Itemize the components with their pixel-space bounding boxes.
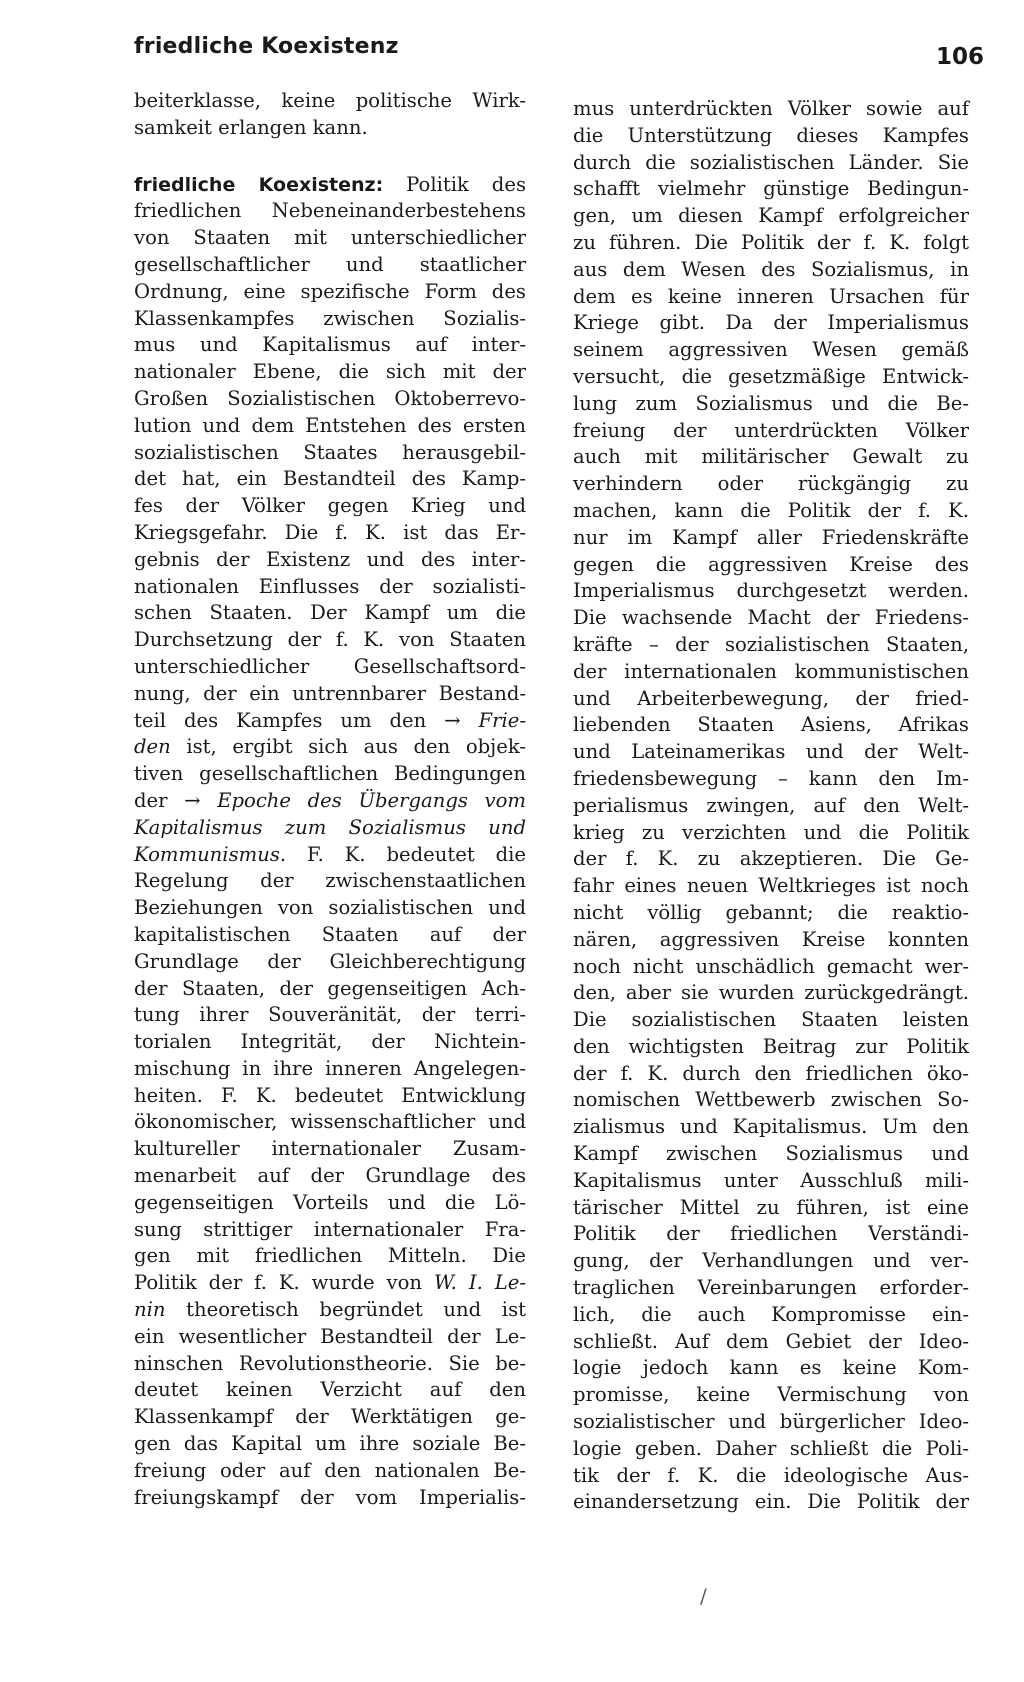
text-line: lution und dem Entstehen des ersten <box>134 413 526 437</box>
text-line: friedensbewegung – kann den Im- <box>573 766 969 790</box>
text-line <box>134 1297 526 1324</box>
text-line: von Staaten mit unterschiedlicher <box>134 226 526 250</box>
text-line: mus und Kapitalismus auf inter- <box>134 333 526 357</box>
text-line: gen mit friedlichen Mitteln. Die <box>134 1244 526 1268</box>
text-line <box>134 1270 526 1297</box>
text-line: logie geben. Daher schließt die Poli- <box>573 1436 969 1460</box>
text-line: fes der Völker gegen Krieg und <box>134 494 526 518</box>
text-line: gesellschaftlicher und staatlicher <box>134 252 526 276</box>
text-line: Klassenkampf der Werktätigen ge- <box>134 1405 526 1429</box>
cross-reference: Frie- <box>478 708 526 732</box>
cross-reference: nin <box>134 1298 166 1322</box>
text-span: theoretisch begründet und ist <box>165 1298 526 1322</box>
text-line: den, aber sie wurden zurückgedrängt. <box>573 981 969 1005</box>
cross-reference: den <box>134 735 171 759</box>
text-line: kultureller internationaler Zusam- <box>134 1137 526 1161</box>
text-line: der f. K. zu akzeptieren. Die Ge- <box>573 847 969 871</box>
text-line: Regelung der zwischenstaatlichen <box>134 869 526 893</box>
text-line: promisse, keine Vermischung von <box>573 1383 969 1407</box>
text-line: der Staaten, der gegenseitigen Ach- <box>134 976 526 1000</box>
text-line: sung strittiger internationaler Fra- <box>134 1217 526 1241</box>
text-line: sozialistischen Staates herausgebil- <box>134 440 526 464</box>
text-line: einandersetzung ein. Die Politik der <box>573 1490 969 1514</box>
text-span: Politik der f. K. wurde von <box>134 1271 434 1295</box>
text-span: Politik des <box>383 172 526 196</box>
cross-reference: Epoche des Übergangs vom <box>217 788 526 812</box>
text-line: Durchsetzung der f. K. von Staaten <box>134 628 526 652</box>
text-line: Kapitalismus unter Ausschluß mili- <box>573 1168 969 1192</box>
text-line: gegenseitigen Vorteils und die Lö- <box>134 1190 526 1214</box>
text-line: verhindern oder rückgängig zu <box>573 472 969 496</box>
text-line: machen, kann die Politik der f. K. <box>573 498 969 522</box>
text-line: durch die sozialistischen Länder. Sie <box>573 150 969 174</box>
text-line: schen Staaten. Der Kampf um die <box>134 601 526 625</box>
text-line: nationaler Ebene, die sich mit der <box>134 360 526 384</box>
text-line: Ordnung, eine spezifische Form des <box>134 279 526 303</box>
text-span: ist, ergibt sich aus den objek- <box>170 735 526 759</box>
text-line: deutet keinen Verzicht auf den <box>134 1378 526 1402</box>
text-line: nung, der ein untrennbarer Bestand- <box>134 681 526 705</box>
text-line: nur im Kampf aller Friedenskräfte <box>573 525 969 549</box>
text-line: perialismus zwingen, auf den Welt- <box>573 793 969 817</box>
text-line: Kriegsgefahr. Die f. K. ist das Er- <box>134 520 526 544</box>
text-line: seinem aggressiven Wesen gemäß <box>573 338 969 362</box>
cross-reference: Kapitalismus zum Sozialismus und <box>134 815 526 839</box>
text-span: teil des Kampfes um den → <box>134 708 479 732</box>
text-line: mischung in ihre inneren Angelegen- <box>134 1056 526 1080</box>
text-line: der internationalen kommunistischen <box>573 659 969 683</box>
text-line: nationalen Einflusses der sozialisti- <box>134 574 526 598</box>
text-line: liebenden Staaten Asiens, Afrikas <box>573 713 969 737</box>
text-line: ninschen Revolutionstheorie. Sie be- <box>134 1351 526 1375</box>
text-line: Imperialismus durchgesetzt werden. <box>573 579 969 603</box>
text-line: versucht, die gesetzmäßige Entwick- <box>573 364 969 388</box>
text-line: tung ihrer Souveränität, der terri- <box>134 1003 526 1027</box>
text-line: tiven gesellschaftlichen Bedingungen <box>134 762 526 786</box>
text-line: nomischen Wettbewerb zwischen So- <box>573 1088 969 1112</box>
text-line: kapitalistischen Staaten auf der <box>134 922 526 946</box>
running-header: friedliche Koexistenz <box>134 34 399 59</box>
text-line: zu führen. Die Politik der f. K. folgt <box>573 230 969 254</box>
cross-reference: Kommunismus. <box>134 842 287 866</box>
text-line: auch mit militärischer Gewalt zu <box>573 445 969 469</box>
text-line: den wichtigsten Beitrag zur Politik <box>573 1034 969 1058</box>
text-line: krieg zu verzichten und die Politik <box>573 820 969 844</box>
text-line: gen das Kapital um ihre soziale Be- <box>134 1432 526 1456</box>
text-line: Politik der friedlichen Verständi- <box>573 1222 969 1246</box>
text-line: gen, um diesen Kampf erfolgreicher <box>573 204 969 228</box>
text-line: menarbeit auf der Grundlage des <box>134 1164 526 1188</box>
text-line: nicht völlig gebannt; die reaktio- <box>573 900 969 924</box>
cross-reference: W. I. Le- <box>433 1271 527 1295</box>
text-line: schafft vielmehr günstige Bedingun- <box>573 177 969 201</box>
text-line <box>134 788 526 815</box>
entry-keyword: friedliche Koexistenz: <box>134 173 384 196</box>
text-line: traglichen Vereinbarungen erforder- <box>573 1276 969 1300</box>
text-line: nären, aggressiven Kreise konnten <box>573 927 969 951</box>
text-line: dem es keine inneren Ursachen für <box>573 284 969 308</box>
text-line: ökonomischer, wissenschaftlicher und <box>134 1110 526 1134</box>
text-span: F. K. bedeutet die <box>286 842 526 866</box>
text-line: Kriege gibt. Da der Imperialismus <box>573 311 969 335</box>
text-line: ein wesentlicher Bestandteil der Le- <box>134 1324 526 1348</box>
text-line: gebnis der Existenz und des inter- <box>134 547 526 571</box>
right-column <box>573 96 969 1516</box>
text-line: aus dem Wesen des Sozialismus, in <box>573 257 969 281</box>
left-column <box>134 88 526 1511</box>
page-number: 106 <box>936 44 985 70</box>
text-line: freiung der unterdrückten Völker <box>573 418 969 442</box>
text-line: gung, der Verhandlungen und ver- <box>573 1249 969 1273</box>
text-line: torialen Integrität, der Nichtein- <box>134 1030 526 1054</box>
text-line: freiung oder auf den nationalen Be- <box>134 1458 526 1482</box>
paragraph-gap <box>134 142 526 172</box>
text-line: det hat, ein Bestandteil des Kamp- <box>134 467 526 491</box>
text-line: Klassenkampfes zwischen Sozialis- <box>134 306 526 330</box>
text-line: Die sozialistischen Staaten leisten <box>573 1008 969 1032</box>
text-line: Grundlage der Gleichberechtigung <box>134 949 526 973</box>
text-line: friedlichen Nebeneinanderbestehens <box>134 199 526 223</box>
text-line: mus unterdrückten Völker sowie auf <box>573 97 969 120</box>
text-line: freiungskampf der vom Imperialis- <box>134 1485 526 1509</box>
stray-mark: / <box>700 1584 707 1608</box>
text-line: schließt. Auf dem Gebiet der Ideo- <box>573 1329 969 1353</box>
text-line: logie jedoch kann es keine Kom- <box>573 1356 969 1380</box>
text-line: Kampf zwischen Sozialismus und <box>573 1142 969 1166</box>
text-line: tik der f. K. die ideologische Aus- <box>573 1463 969 1487</box>
text-line: unterschiedlicher Gesellschaftsord- <box>134 654 526 678</box>
text-line <box>134 734 526 761</box>
text-line <box>134 842 526 869</box>
text-line: gegen die aggressiven Kreise des <box>573 552 969 576</box>
text-line: tärischer Mittel zu führen, ist eine <box>573 1195 969 1219</box>
text-line: und Lateinamerikas und der Welt- <box>573 740 969 764</box>
text-line: fahr eines neuen Weltkrieges ist noch <box>573 874 969 898</box>
text-line <box>134 815 526 842</box>
text-line: lich, die auch Kompromisse ein- <box>573 1302 969 1326</box>
text-line: sozialistischer und bürgerlicher Ideo- <box>573 1410 969 1434</box>
text-line: Die wachsende Macht der Friedens- <box>573 606 969 630</box>
text-line: die Unterstützung dieses Kampfes <box>573 123 969 147</box>
text-line: beiterklasse, keine politische Wirk- <box>134 89 526 112</box>
text-line <box>134 708 526 735</box>
text-line: heiten. F. K. bedeutet Entwicklung <box>134 1083 526 1107</box>
text-line: der f. K. durch den friedlichen öko- <box>573 1061 969 1085</box>
text-line: und Arbeiterbewegung, der fried- <box>573 686 969 710</box>
text-line: Großen Sozialistischen Oktoberrevo- <box>134 386 526 410</box>
text-line: lung zum Sozialismus und die Be- <box>573 391 969 415</box>
text-line: kräfte – der sozialistischen Staaten, <box>573 632 969 656</box>
text-span: der → <box>134 788 218 812</box>
text-line: zialismus und Kapitalismus. Um den <box>573 1115 969 1139</box>
text-line <box>134 172 526 199</box>
text-line: noch nicht unschädlich gemacht wer- <box>573 954 969 978</box>
text-line: samkeit erlangen kann. <box>134 115 368 139</box>
text-line: Beziehungen von sozialistischen und <box>134 896 526 920</box>
